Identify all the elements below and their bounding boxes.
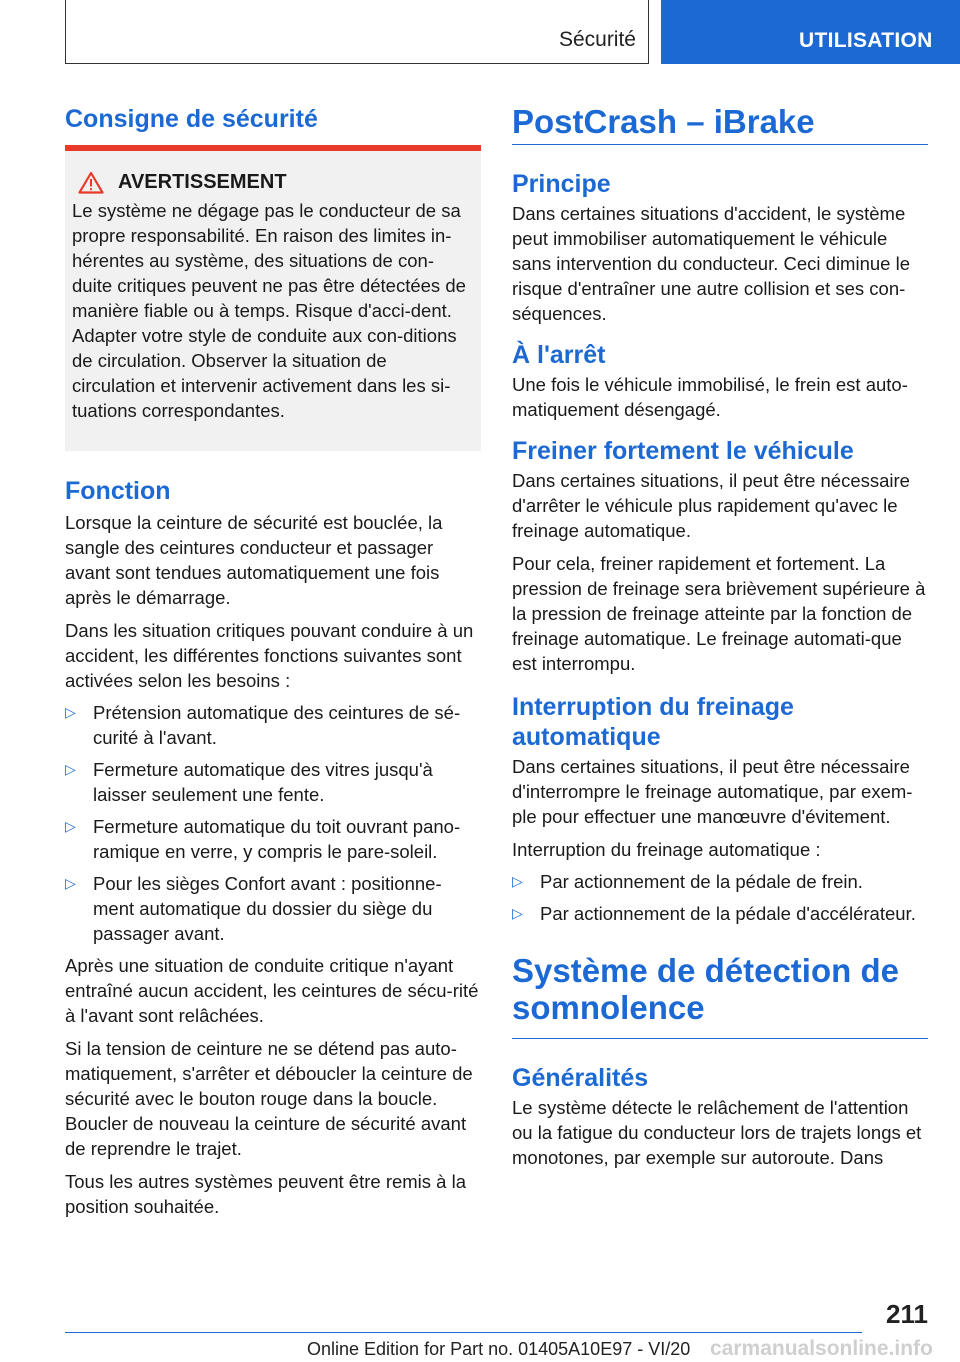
bullet-triangle-icon: ▷ (65, 875, 76, 891)
warning-header (72, 171, 473, 194)
interruption-title: Interruption du freinage automatique (512, 693, 794, 751)
list-item (65, 700, 481, 750)
freiner-paragraph-2: Pour cela, freiner rapidement et fortement. La pression de freinage sera brièvement supérieure à la pression de freinage atteinte par la fonction de freinage automatique. Le freinage automati-que est interrompu. (512, 553, 926, 674)
bullet-triangle-icon: ▷ (512, 873, 523, 889)
interruption-paragraph-2: Interruption du freinage automatique : (512, 839, 821, 860)
fonction-title: Fonction (65, 477, 171, 505)
warning-box (65, 145, 481, 451)
list-item (65, 814, 481, 864)
list-item (65, 871, 481, 946)
header-chapter-tab: UTILISATION (661, 0, 960, 64)
generalites-title: Généralités (512, 1064, 649, 1092)
fonction-paragraph-2: Dans les situation critiques pouvant conduire à un accident, les différentes fonctions suivantes sont activées selon les besoins : (65, 620, 474, 691)
principe-text: Dans certaines situations d'accident, le système peut immobiliser automatiquement le véhicule sans intervention du conducteur. Ceci diminue le risque d'entraîner une autre collision et ses con-séquences. (512, 203, 910, 324)
bullet-triangle-icon: ▷ (65, 704, 76, 720)
interruption-paragraph-1: Dans certaines situations, il peut être nécessaire d'interrompre le freinage automatique, par exem-ple pour effectuer une manœuvre d'évitement. (512, 756, 913, 827)
page-number: 211 (886, 1299, 928, 1329)
warning-label: AVERTISSEMENT (118, 171, 287, 193)
fonction-paragraph-4: Si la tension de ceinture ne se détend pas auto-matiquement, s'arrêter et déboucler la ceinture de sécurité avec le bouton rouge dans la boucle. Boucler de nouveau la ceinture de sécurité avant de reprendre le trajet. (65, 1038, 473, 1159)
bullet-triangle-icon: ▷ (65, 818, 76, 834)
title-rule (512, 144, 928, 145)
list-item-text: Prétension automatique des ceintures de sé-curité à l'avant. (93, 702, 461, 748)
fonction-paragraph-5: Tous les autres systèmes peuvent être remis à la position souhaitée. (65, 1171, 467, 1217)
warning-text: Le système ne dégage pas le conducteur de sa propre responsabilité. En raison des limites in-hérentes au système, des situations de con-duite critiques peuvent ne pas être détectées de manière fiable ou à temps. Risque d'acci-dent. Adapter votre style de conduite aux con-ditions de circulation. Observer la situation de circulation et intervenir activement dans les si-tuations correspondantes. (72, 200, 466, 421)
bullet-triangle-icon: ▷ (512, 905, 523, 921)
bullet-triangle-icon: ▷ (65, 761, 76, 777)
freiner-title: Freiner fortement le véhicule (512, 437, 854, 465)
header-section-box (65, 0, 649, 64)
principe-title: Principe (512, 170, 611, 198)
right-column (512, 103, 928, 1170)
watermark: carmanualsonline.info (710, 1337, 933, 1360)
list-item-text: Par actionnement de la pédale d'accélérateur. (540, 903, 916, 924)
list-item (512, 869, 928, 894)
generalites-text: Le système détecte le relâchement de l'attention ou la fatigue du conducteur lors de trajets longs et monotones, par exemple sur autoroute. Dans (512, 1097, 922, 1168)
list-item-text: Fermeture automatique des vitres jusqu'à laisser seulement une fente. (93, 759, 433, 805)
arret-title: À l'arrêt (512, 341, 606, 369)
list-item-text: Pour les sièges Confort avant : positionne-ment automatique du dossier du siège du passager avant. (93, 873, 442, 944)
postcrash-title: PostCrash – iBrake (512, 103, 815, 140)
safety-notice-title: Consigne de sécurité (65, 105, 318, 133)
freiner-paragraph-1: Dans certaines situations, il peut être nécessaire d'arrêter le véhicule plus rapidement qu'avec le freinage automatique. (512, 470, 910, 541)
edition-text: Online Edition for Part no. 01405A10E97 - VI/20 (307, 1339, 691, 1359)
warning-triangle-icon (78, 171, 104, 194)
footer-rule (65, 1332, 862, 1333)
list-item (65, 757, 481, 807)
arret-text: Une fois le véhicule immobilisé, le frein est auto-matiquement désengagé. (512, 374, 908, 420)
list-item-text: Fermeture automatique du toit ouvrant pano-ramique en verre, y compris le pare-soleil. (93, 816, 461, 862)
title-rule (512, 1038, 928, 1039)
fonction-paragraph-3: Après une situation de conduite critique n'ayant entraîné aucun accident, les ceintures de sécu-rité à l'avant sont relâchées. (65, 955, 479, 1026)
fonction-paragraph-1: Lorsque la ceinture de sécurité est bouclée, la sangle des ceintures conducteur et passager avant sont tendues automatiquement une fois après le démarrage. (65, 512, 443, 608)
somnolence-title: Système de détection de somnolence (512, 952, 899, 1026)
fonction-section (65, 476, 481, 1219)
header-section-title: Sécurité (558, 28, 636, 51)
list-item (512, 901, 928, 926)
list-item-text: Par actionnement de la pédale de frein. (540, 871, 863, 892)
